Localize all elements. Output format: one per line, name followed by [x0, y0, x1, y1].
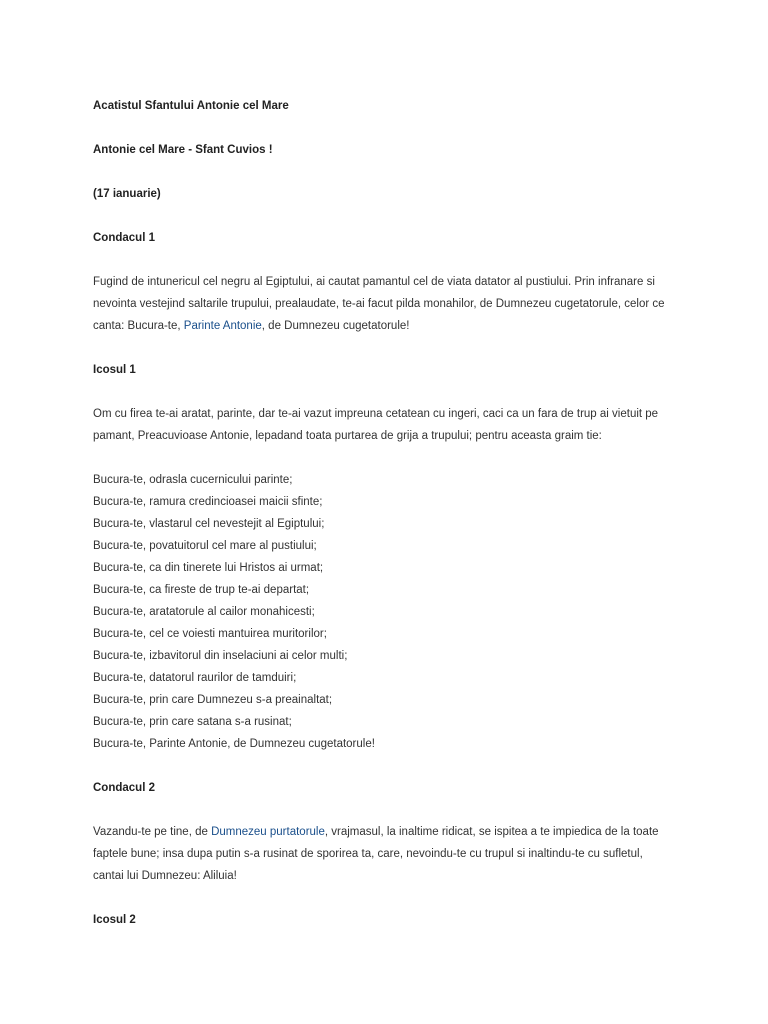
salutation-line: Bucura-te, povatuitorul cel mare al pustiului; [93, 540, 317, 552]
icos-1-line: Om cu firea te-ai aratat, parinte, dar te-ai vazut impreuna cetatean cu ingeri, caci ca un fara de trup ai vietuit pe [93, 408, 659, 420]
salutation-line: Bucura-te, cel ce voiesti mantuirea muritorilor; [93, 628, 327, 640]
condac-2-line: cantai lui Dumnezeu: Aliluia! [93, 870, 237, 882]
document-subtitle: Antonie cel Mare - Sfant Cuvios ! [93, 144, 273, 156]
salutation-line: Bucura-te, prin care satana s-a rusinat; [93, 716, 292, 728]
condac-1-line: nevointa vestejind saltarile trupului, prealaudate, te-ai facut pilda monahilor, de Dumnezeu cugetatorule, celor ce [93, 298, 665, 310]
condac-2-line [93, 821, 693, 843]
salutation-line: Bucura-te, vlastarul cel nevestejit al Egiptului; [93, 518, 325, 530]
condac-1-text [93, 271, 693, 337]
spacer [93, 337, 693, 359]
condac-2-heading: Condacul 2 [93, 782, 155, 794]
salutation-line: Bucura-te, prin care Dumnezeu s-a preainaltat; [93, 694, 333, 706]
icos-1-line: pamant, Preacuvioase Antonie, lepadand toata purtarea de grija a trupului; pentru aceasta graim tie: [93, 430, 602, 442]
salutation-line: Bucura-te, ramura credincioasei maicii sfinte; [93, 496, 323, 508]
salutation-line: Bucura-te, ca fireste de trup te-ai departat; [93, 584, 310, 596]
icos-1-text [93, 403, 693, 447]
feast-date: (17 ianuarie) [93, 188, 161, 200]
salutation-line: Bucura-te, aratatorule al cailor monahicesti; [93, 606, 315, 618]
spacer [93, 447, 693, 469]
document-title: Acatistul Sfantului Antonie cel Mare [93, 100, 289, 112]
spacer [93, 161, 693, 183]
condac-2-line-start: Vazandu-te pe tine, de [93, 826, 212, 838]
icos-2-heading: Icosul 2 [93, 914, 136, 926]
condac-2-line-end: , vrajmasul, la inaltime ridicat, se ispitea a te impiedica de la toate [324, 826, 659, 838]
spacer [93, 887, 693, 909]
salutation-line: Bucura-te, izbavitorul din inselaciuni ai celor multi; [93, 650, 348, 662]
condac-1-line [93, 315, 693, 337]
salutation-line: Bucura-te, datatorul raurilor de tamduiri; [93, 672, 297, 684]
document-page [93, 95, 693, 931]
condac-1-heading: Condacul 1 [93, 232, 155, 244]
salutation-line: Bucura-te, odrasla cucernicului parinte; [93, 474, 293, 486]
spacer [93, 381, 693, 403]
dumnezeu-purtatorule-link[interactable]: Dumnezeu purtatorule [211, 826, 325, 838]
salutation-line: Bucura-te, ca din tinerete lui Hristos ai urmat; [93, 562, 324, 574]
parinte-antonie-link[interactable]: Parinte Antonie [183, 320, 262, 332]
condac-1-line-start: canta: Bucura-te, [93, 320, 184, 332]
condac-1-line: Fugind de intunericul cel negru al Egiptului, ai cautat pamantul cel de viata datator al pustiului. Prin infranare si [93, 276, 655, 288]
spacer [93, 117, 693, 139]
condac-2-text [93, 821, 693, 887]
spacer [93, 799, 693, 821]
icos-1-heading: Icosul 1 [93, 364, 136, 376]
salutation-line: Bucura-te, Parinte Antonie, de Dumnezeu cugetatorule! [93, 738, 375, 750]
spacer [93, 755, 693, 777]
condac-2-line: faptele bune; insa dupa putin s-a rusinat de sporirea ta, care, nevoindu-te cu trupul si inaltindu-te cu sufletul, [93, 848, 643, 860]
spacer [93, 249, 693, 271]
condac-1-line-end: , de Dumnezeu cugetatorule! [261, 320, 410, 332]
spacer [93, 205, 693, 227]
salutations-list [93, 469, 693, 755]
